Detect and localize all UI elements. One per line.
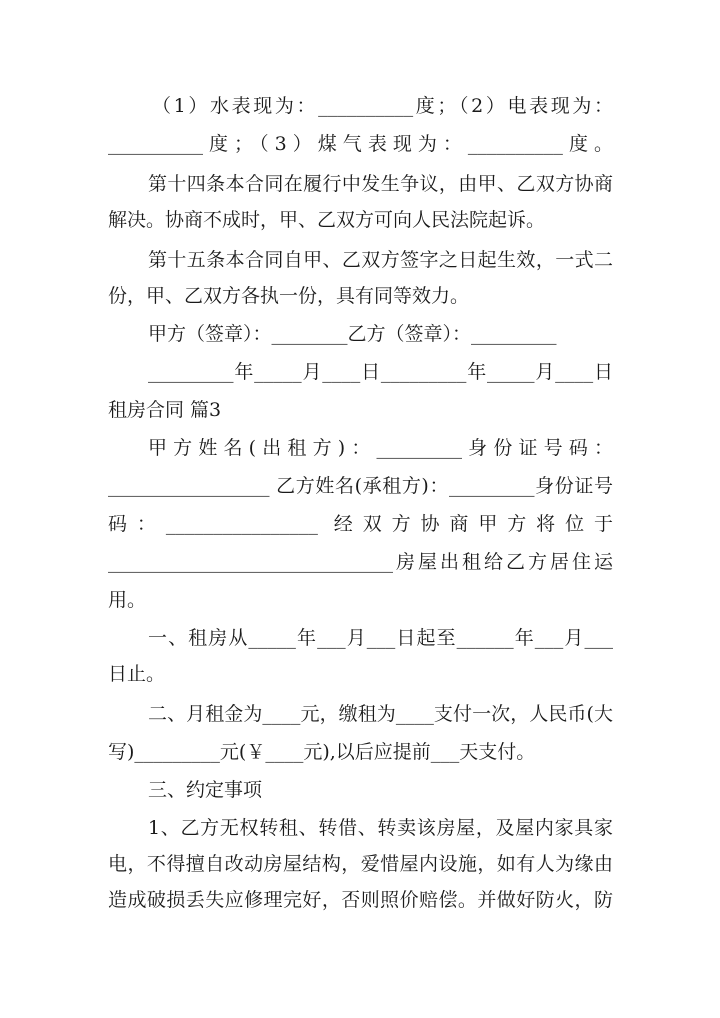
section-heading: 租房合同 篇3	[108, 399, 222, 421]
text-line: 二、月租金为____元，缴租为____支付一次，人民币(大	[148, 703, 613, 725]
text-line: __________度；（3）煤气表现为：__________度。	[108, 133, 613, 155]
text-line: 电，不得擅自改动房屋结构，爱惜屋内设施，如有人为缘由	[108, 853, 613, 875]
text-line: 日止。	[108, 663, 166, 685]
text-line: 1、乙方无权转租、转借、转卖该房屋，及屋内家具家	[148, 817, 613, 839]
text-line: ______________________________房屋出租给乙方居住运	[108, 551, 613, 573]
date-line: _________年_____月____日_________年_____月____日	[148, 361, 613, 383]
text-line: _________________ 乙方姓名(承租方)：_________身份证号	[108, 475, 613, 497]
subsection-heading: 三、约定事项	[148, 779, 263, 801]
text-line: 甲方姓名(出租方)：_________身份证号码：	[148, 437, 613, 459]
text-line: 码：________________ 经双方协商甲方将位于	[108, 513, 613, 535]
text-line: （1）水表现为：__________度；（2）电表现为：	[152, 95, 613, 117]
text-line: 写)_________元(￥____元),以后应提前___天支付。	[108, 741, 536, 763]
text-line: 第十四条本合同在履行中发生争议，由甲、乙双方协商	[148, 173, 613, 195]
text-line: 造成破损丢失应修理完好，否则照价赔偿。并做好防火，防	[108, 889, 613, 911]
text-line: 解决。协商不成时，甲、乙双方可向人民法院起诉。	[108, 209, 546, 231]
text-line: 份，甲、乙双方各执一份，具有同等效力。	[108, 285, 470, 307]
text-line: 用。	[108, 589, 147, 611]
text-line: 一、租房从_____年___月___日起至______年___月___	[148, 627, 613, 649]
signature-line: 甲方（签章）：________乙方（签章）：_________	[148, 323, 557, 345]
text-line: 第十五条本合同自甲、乙双方签字之日起生效，一式二	[148, 249, 613, 271]
